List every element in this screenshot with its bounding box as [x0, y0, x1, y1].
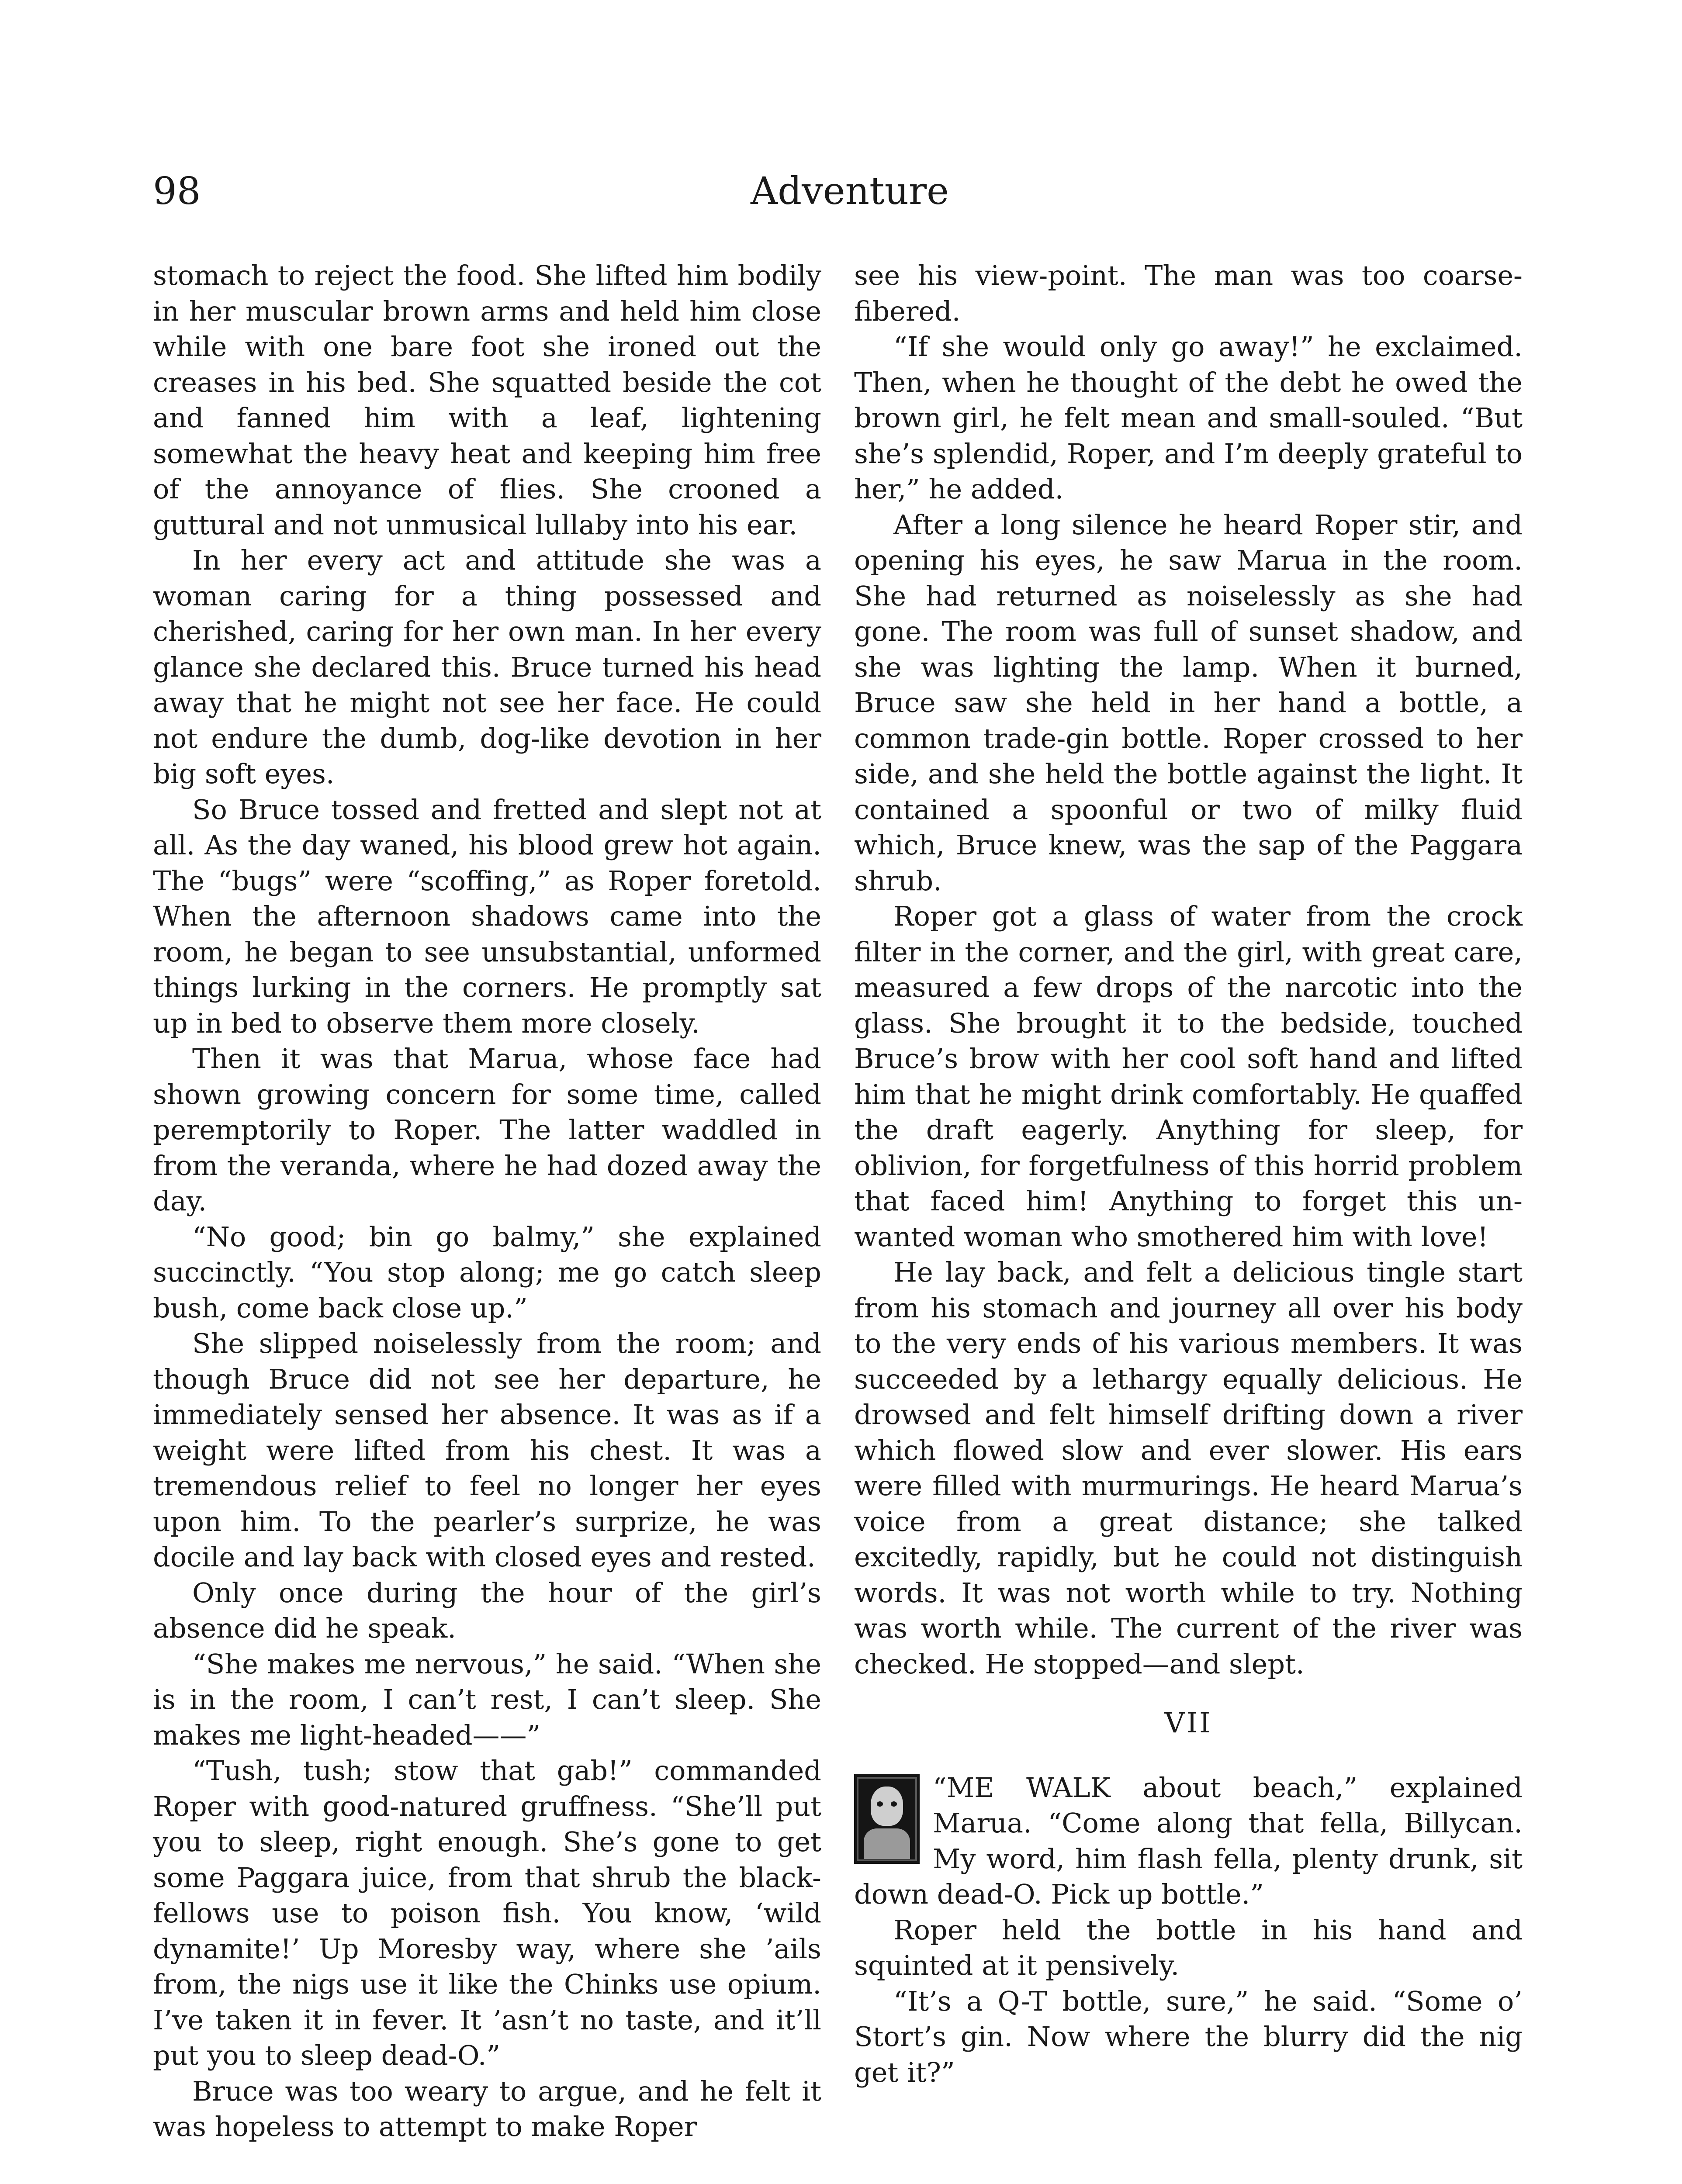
paragraph: So Bruce tossed and fretted and slept not at all. As the day waned, his blood grew hot again. The “bugs” were “scoffing,” as Roper foretold. When the afternoon shadows came into the room, he began to see unsubstantial, unformed things lurking in the corners. He promptly sat up in bed to observe them more closely.	[153, 793, 821, 1039]
illustrated-portrait-icon	[854, 1774, 920, 1864]
page-number: 98	[153, 169, 201, 213]
paragraph: In her every act and attitude she was a woman caring for a thing possessed and cherished, caring for her own man. In her every glance she declared this. Bruce turned his head away that he might not see her face. He could not endure the dumb, dog-like devotion in her big soft eyes.	[153, 544, 821, 790]
running-title: Adventure	[751, 169, 949, 213]
page-header	[153, 169, 1547, 234]
section-heading: VII	[1164, 1707, 1212, 1739]
paragraph: stomach to reject the food. She lifted him bodily in her muscular brown arms and held him close while with one bare foot she ironed out the creases in his bed. She squatted beside the cot and fanned him with a leaf, lightening somewhat the heavy heat and keeping him free of the annoyance of flies. She crooned a guttural and not unmusical lullaby into his ear.	[153, 259, 821, 541]
paragraph: “If she would only go away!” he exclaimed. Then, when he thought of the debt he owed the brown girl, he felt mean and small-souled. “But she’s splendid, Roper, and I’m deeply grateful to her,” he added.	[854, 331, 1523, 505]
paragraph: He lay back, and felt a delicious tingle start from his stomach and journey all over his body to the very ends of his various members. It was succeeded by a lethargy equally delicious. He drowsed and felt himself drifting down a river which flowed slow and ever slower. His ears were filled with murmurings. He heard Marua’s voice from a great distance; she talked excitedly, rapidly, but he could not distinguish words. It was not worth while to try. Nothing was worth while. The current of the river was checked. He stopped—and slept.	[854, 1256, 1523, 1680]
paragraph: see his view-point. The man was too coarse-fibered.	[854, 259, 1523, 327]
paragraph: “ME WALK about beach,” explained Marua. “Come along that fella, Billycan. My word, him flash fella, plenty drunk, sit down dead-O. Pick up bottle.”	[854, 1771, 1523, 1910]
paragraph: “Tush, tush; stow that gab!” commanded Roper with good-natured gruffness. “She’ll put you to sleep, right enough. She’s gone to get some Paggara juice, from that shrub the black-fellows use to poison fish. You know, ‘wild dynamite!’ Up Moresby way, where she ’ails from, the nigs use it like the Chinks use opium. I’ve taken it in fever. It ’asn’t no taste, and it’ll put you to sleep dead-O.”	[153, 1755, 821, 2071]
paragraph: She slipped noiselessly from the room; and though Bruce did not see her departure, he immediately sensed her absence. It was as if a weight were lifted from his chest. It was a tremendous relief to feel no longer her eyes upon him. To the pearler’s surprize, he was docile and lay back with closed eyes and rested.	[153, 1327, 821, 1573]
paragraph: Roper got a glass of water from the crock filter in the corner, and the girl, with great care, measured a few drops of the narcotic into the glass. She brought it to the bedside, touched Bruce’s brow with her cool soft hand and lifted him that he might drink comfortably. He quaffed the draft eagerly. Anything for sleep, for oblivion, for forgetfulness of this horrid problem that faced him! Anything to forget this unwanted woman who smothered him with love!	[854, 900, 1523, 1253]
right-column	[854, 258, 1523, 2090]
paragraph: “No good; bin go balmy,” she explained succinctly. “You stop along; me go catch sleep bush, come back close up.”	[153, 1220, 821, 1324]
paragraph: Roper held the bottle in his hand and squinted at it pensively.	[854, 1914, 1523, 1981]
paragraph: Bruce was too weary to argue, and he felt it was hopeless to attempt to make Roper	[153, 2075, 821, 2143]
paragraph: Only once during the hour of the girl’s absence did he speak.	[153, 1576, 821, 1644]
paragraph: “She makes me nervous,” he said. “When she is in the room, I can’t rest, I can’t sleep. She makes me light-headed——”	[153, 1648, 821, 1751]
paragraph: “It’s a Q-T bottle, sure,” he said. “Some o’ Stort’s gin. Now where the blurry did the nig get it?”	[854, 1985, 1523, 2088]
paragraph: Then it was that Marua, whose face had shown growing concern for some time, called peremptorily to Roper. The latter waddled in from the veranda, where he had dozed away the day.	[153, 1043, 821, 1217]
paragraph: After a long silence he heard Roper stir, and opening his eyes, he saw Marua in the room. She had returned as noiselessly as she had gone. The room was full of sunset shadow, and she was lighting the lamp. When it burned, Bruce saw she held in her hand a bottle, a common trade-gin bottle. Roper crossed to her side, and she held the bottle against the light. It contained a spoonful or two of milky fluid which, Bruce knew, was the sap of the Paggara shrub.	[854, 508, 1523, 897]
left-column	[153, 258, 821, 2145]
